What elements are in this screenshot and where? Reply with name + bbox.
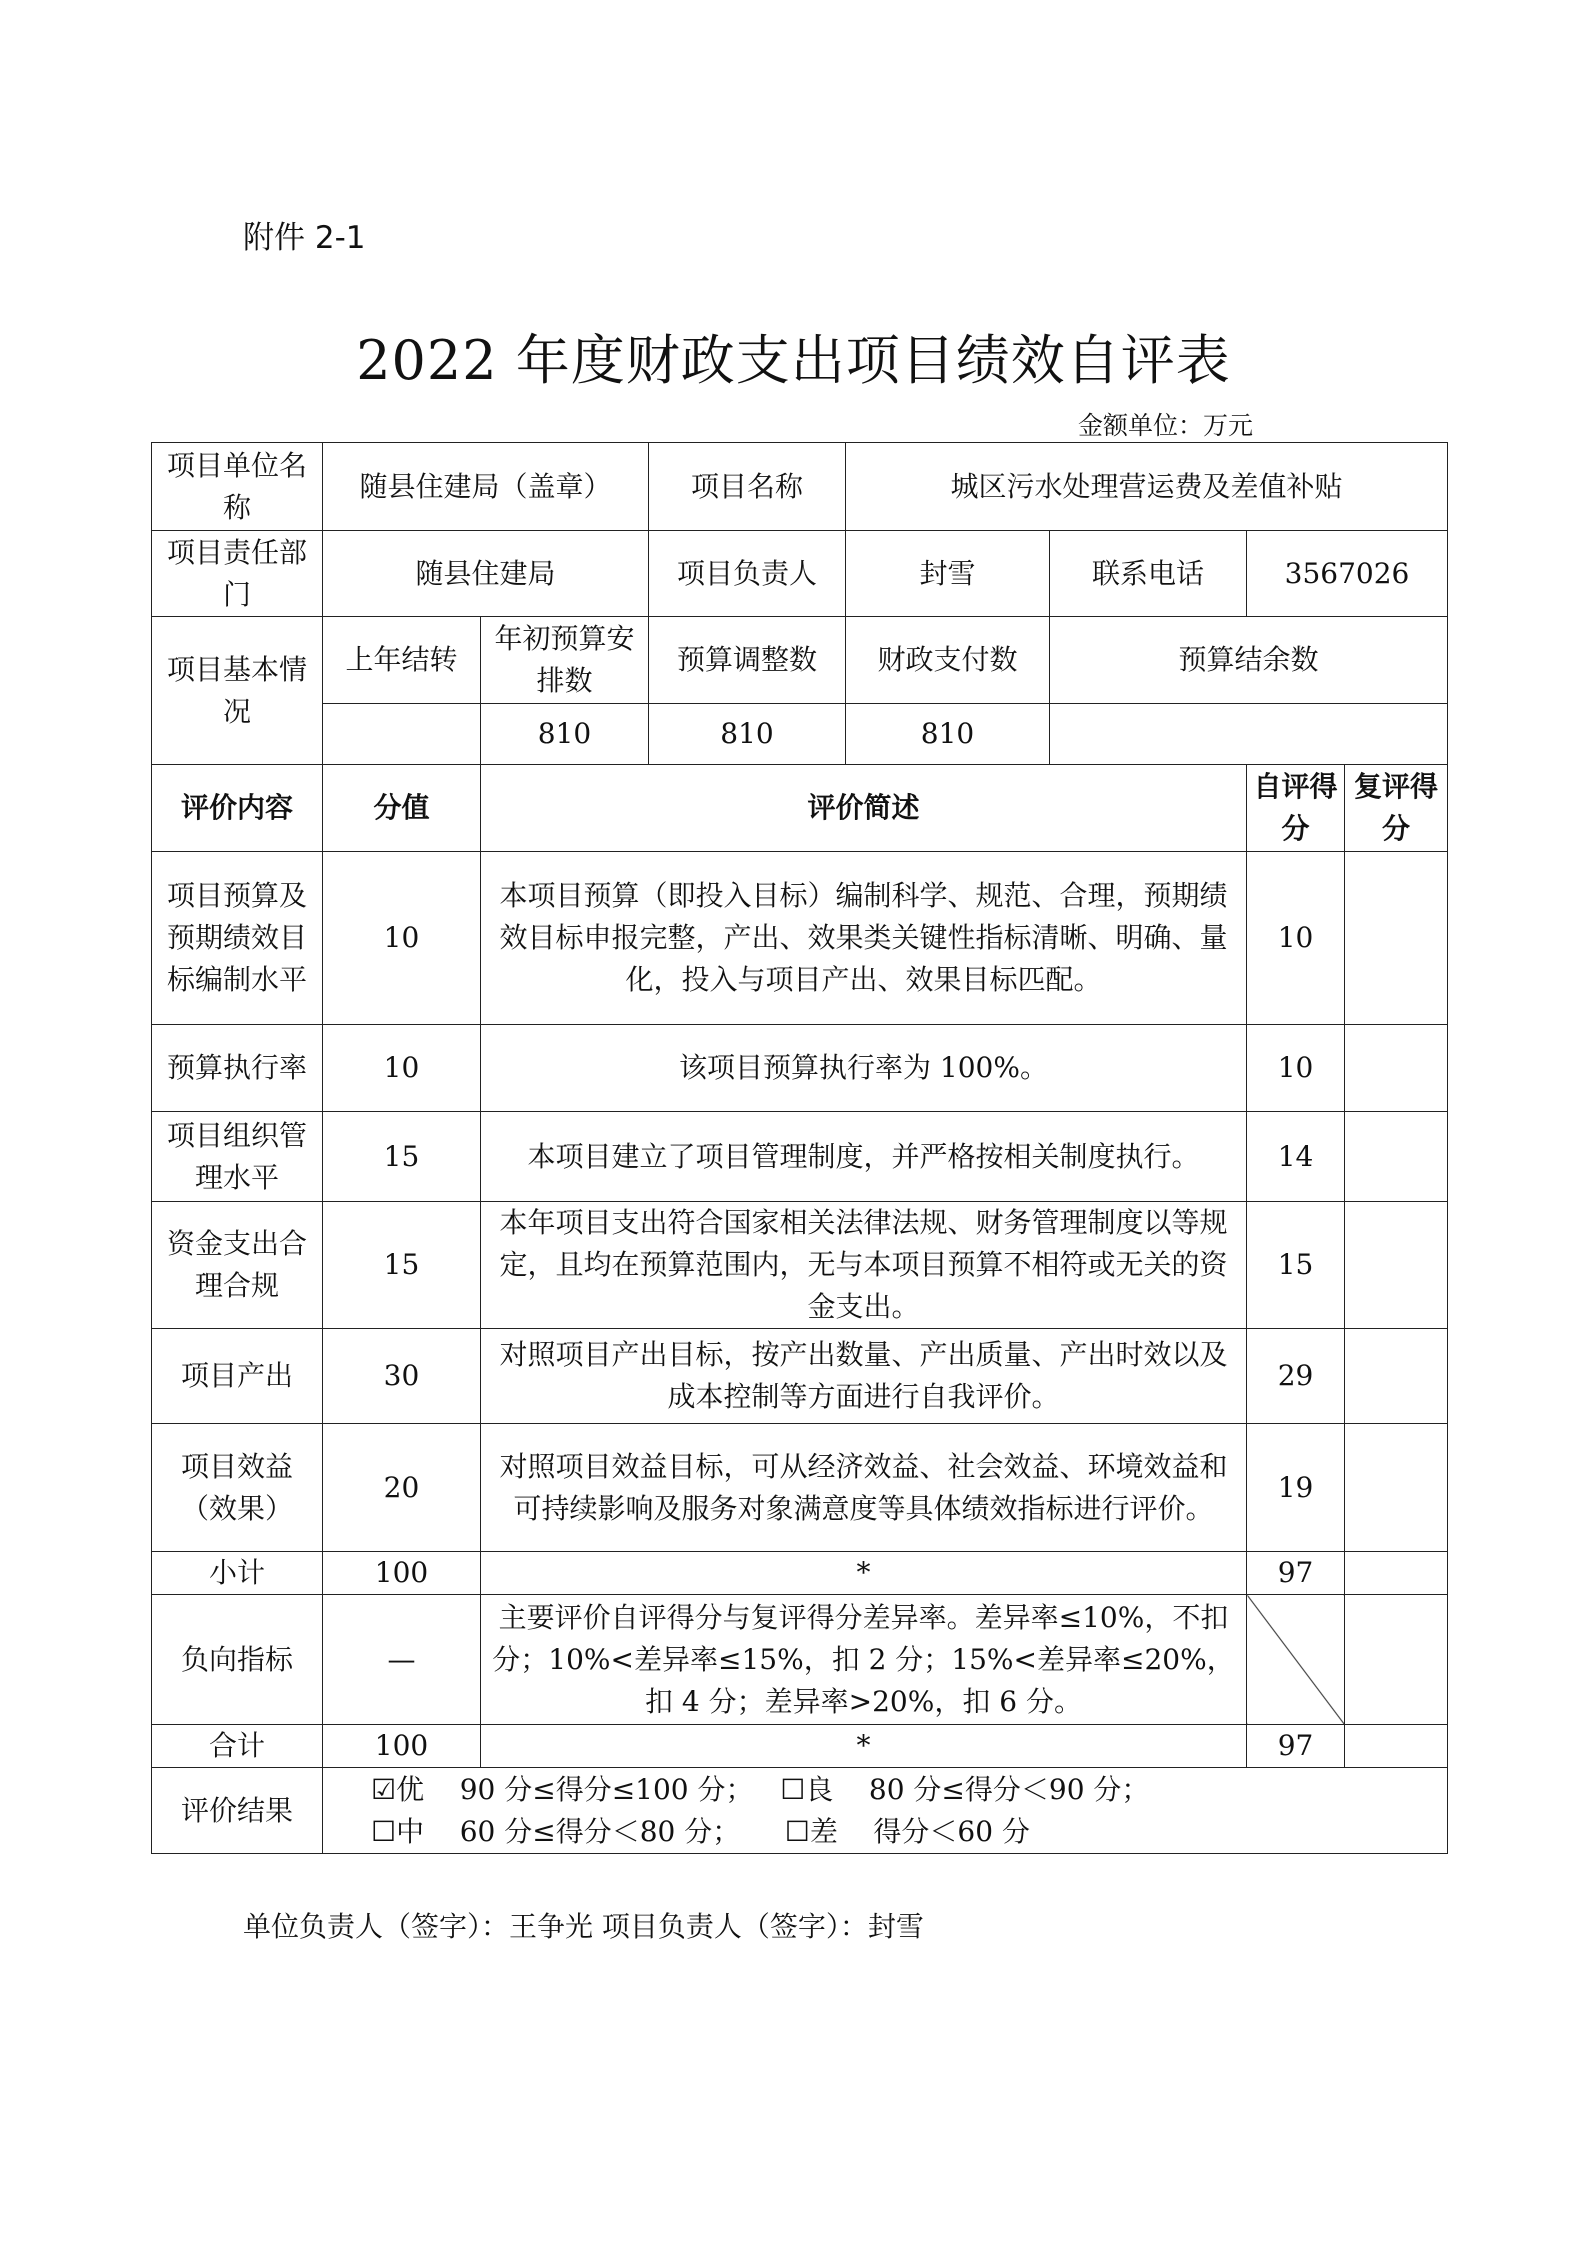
eval-score-header: 分值 <box>323 765 481 852</box>
table-row <box>152 1112 1448 1202</box>
row-desc: 本项目预算（即投入目标）编制科学、规范、合理，预期绩效目标申报完整，产出、效果类关键性指标清晰、明确、量化，投入与项目产出、效果目标匹配。 <box>481 852 1247 1025</box>
table-row <box>152 1424 1448 1552</box>
subtotal-label: 小计 <box>152 1552 323 1595</box>
table-row <box>152 1202 1448 1329</box>
row-self-score: 19 <box>1247 1424 1345 1552</box>
unit-name-value: 随县住建局（盖章） <box>323 443 649 531</box>
table-row <box>152 1025 1448 1112</box>
carryover-value <box>323 704 481 765</box>
row-content: 资金支出合理合规 <box>152 1202 323 1329</box>
negative-indicator-label: 负向指标 <box>152 1595 323 1725</box>
total-score: 100 <box>323 1725 481 1768</box>
row-score: 20 <box>323 1424 481 1552</box>
fiscal-paid-label: 财政支付数 <box>846 617 1050 704</box>
negative-indicator-score: — <box>323 1595 481 1725</box>
row-review-score <box>1345 1329 1448 1424</box>
row-review-score <box>1345 1025 1448 1112</box>
row-desc: 该项目预算执行率为 100%。 <box>481 1025 1247 1112</box>
row-score: 10 <box>323 852 481 1025</box>
row-self-score: 10 <box>1247 1025 1345 1112</box>
result-line-1: ☑优 90 分≤得分≤100 分； ☐良 80 分≤得分＜90 分； <box>371 1772 1150 1806</box>
total-label: 合计 <box>152 1725 323 1768</box>
subtotal-desc: * <box>481 1552 1247 1595</box>
total-desc: * <box>481 1725 1247 1768</box>
row-review-score <box>1345 1202 1448 1329</box>
subtotal-self-score: 97 <box>1247 1552 1345 1595</box>
dept-label: 项目责任部门 <box>152 531 323 617</box>
initial-budget-value: 810 <box>481 704 649 765</box>
basic-info-label: 项目基本情况 <box>152 617 323 765</box>
result-line-2: ☐中 60 分≤得分＜80 分； ☐差 得分＜60 分 <box>371 1814 1030 1848</box>
negative-review-score <box>1345 1595 1448 1725</box>
subtotal-review-score <box>1345 1552 1448 1595</box>
budget-balance-value <box>1050 704 1448 765</box>
eval-content-header: 评价内容 <box>152 765 323 852</box>
initial-budget-label: 年初预算安排数 <box>481 617 649 704</box>
row-score: 30 <box>323 1329 481 1424</box>
signature-line: 单位负责人（签字）：王争光 项目负责人（签字）：封雪 <box>243 1910 924 1943</box>
row-score: 15 <box>323 1202 481 1329</box>
row-content: 项目效益（效果） <box>152 1424 323 1552</box>
row-content: 项目预算及预期绩效目标编制水平 <box>152 852 323 1025</box>
leader-value: 封雪 <box>846 531 1050 617</box>
table-row <box>152 1329 1448 1424</box>
table-row <box>152 852 1448 1025</box>
project-name-value: 城区污水处理营运费及差值补贴 <box>846 443 1448 531</box>
row-score: 15 <box>323 1112 481 1202</box>
row-self-score: 14 <box>1247 1112 1345 1202</box>
result-label: 评价结果 <box>152 1768 323 1854</box>
dept-value: 随县住建局 <box>323 531 649 617</box>
budget-balance-label: 预算结余数 <box>1050 617 1448 704</box>
diagonal-slash-cell <box>1247 1595 1345 1725</box>
total-review-score <box>1345 1725 1448 1768</box>
row-desc: 对照项目产出目标，按产出数量、产出质量、产出时效以及成本控制等方面进行自我评价。 <box>481 1329 1247 1424</box>
row-desc: 本项目建立了项目管理制度，并严格按相关制度执行。 <box>481 1112 1247 1202</box>
page-title: 2022 年度财政支出项目绩效自评表 <box>356 329 1231 392</box>
row-desc: 本年项目支出符合国家相关法律法规、财务管理制度以等规定，且均在预算范围内，无与本项目预算不相符或无关的资金支出。 <box>481 1202 1247 1329</box>
row-desc: 对照项目效益目标，可从经济效益、社会效益、环境效益和可持续影响及服务对象满意度等具体绩效指标进行评价。 <box>481 1424 1247 1552</box>
row-score: 10 <box>323 1025 481 1112</box>
project-name-label: 项目名称 <box>649 443 846 531</box>
evaluation-table <box>151 442 1448 1854</box>
row-review-score <box>1345 852 1448 1025</box>
fiscal-paid-value: 810 <box>846 704 1050 765</box>
review-score-header: 复评得分 <box>1345 765 1448 852</box>
eval-desc-header: 评价简述 <box>481 765 1247 852</box>
phone-value: 3567026 <box>1247 531 1448 617</box>
budget-adjust-value: 810 <box>649 704 846 765</box>
annex-label: 附件 2-1 <box>243 220 366 256</box>
negative-indicator-desc: 主要评价自评得分与复评得分差异率。差异率≤10%，不扣分；10%<差异率≤15%，扣 2 分；15%<差异率≤20%，扣 4 分；差异率>20%，扣 6 分。 <box>481 1595 1247 1725</box>
carryover-label: 上年结转 <box>323 617 481 704</box>
row-content: 项目产出 <box>152 1329 323 1424</box>
result-options <box>323 1768 1448 1854</box>
budget-adjust-label: 预算调整数 <box>649 617 846 704</box>
leader-label: 项目负责人 <box>649 531 846 617</box>
row-self-score: 15 <box>1247 1202 1345 1329</box>
total-self-score: 97 <box>1247 1725 1345 1768</box>
phone-label: 联系电话 <box>1050 531 1247 617</box>
self-score-header: 自评得分 <box>1247 765 1345 852</box>
row-review-score <box>1345 1112 1448 1202</box>
row-content: 项目组织管理水平 <box>152 1112 323 1202</box>
row-self-score: 29 <box>1247 1329 1345 1424</box>
row-content: 预算执行率 <box>152 1025 323 1112</box>
unit-name-label: 项目单位名称 <box>152 443 323 531</box>
row-self-score: 10 <box>1247 852 1345 1025</box>
subtotal-score: 100 <box>323 1552 481 1595</box>
row-review-score <box>1345 1424 1448 1552</box>
amount-unit: 金额单位：万元 <box>1078 411 1254 440</box>
